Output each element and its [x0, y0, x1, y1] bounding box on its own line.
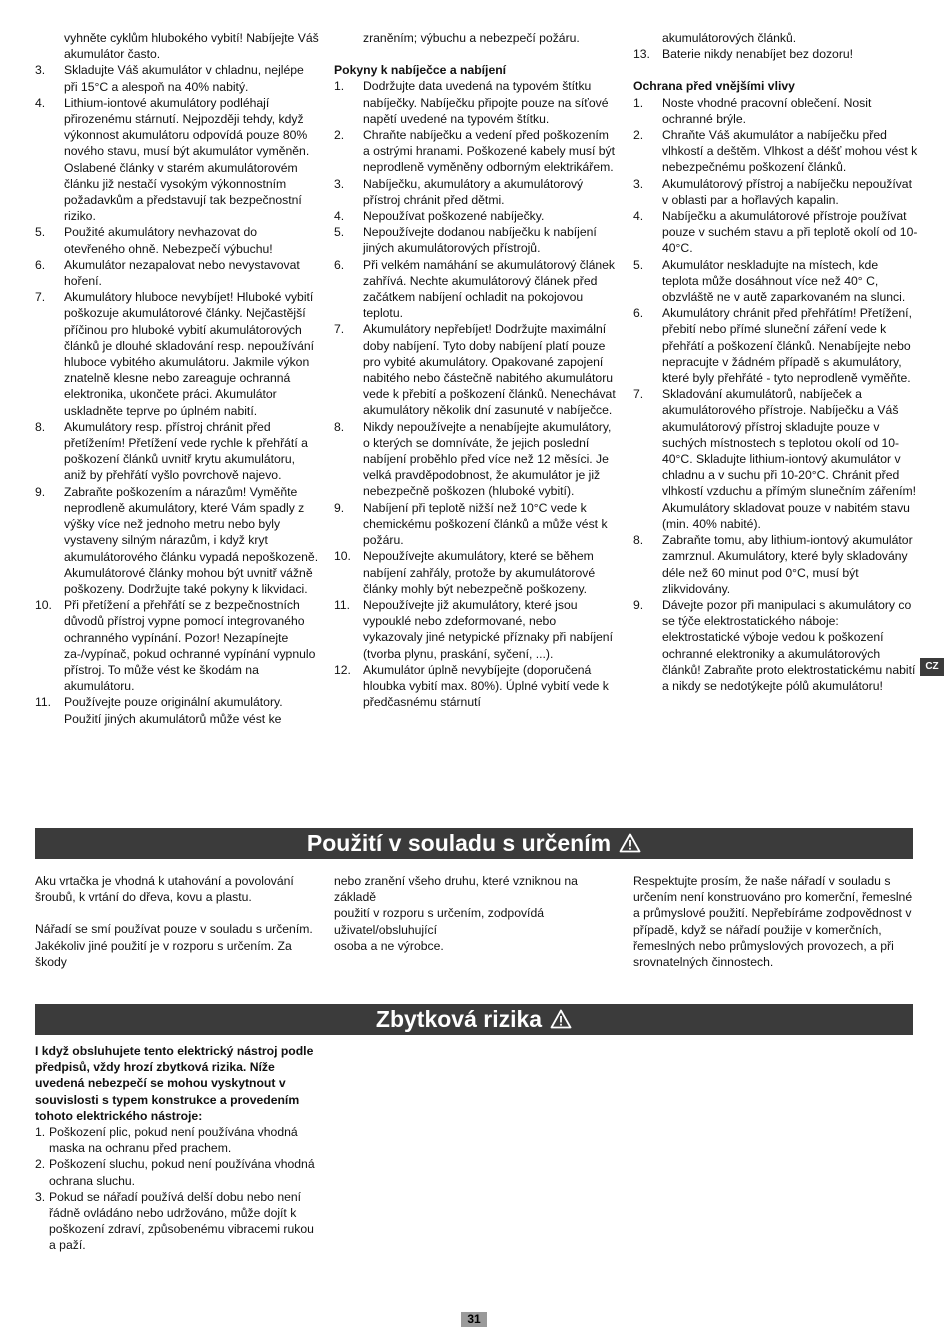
item-text: Skladujte Váš akumulátor v chladnu, nejlépe při 15°C a alespoň na 40% nabitý.: [64, 63, 304, 94]
list-item: [35, 1189, 320, 1254]
list-item: [334, 208, 618, 224]
item-number: 5.: [334, 225, 345, 240]
item-number: 12.: [334, 662, 351, 677]
item-number: 7.: [35, 290, 46, 305]
continued-text: vyhněte cyklům hlubokého vybití! Nabíjejte Váš akumulátor často.: [64, 31, 319, 62]
section-title: Použití v souladu s určením: [306, 830, 612, 856]
list-item: [633, 127, 918, 176]
item-text: Akumulátory chránit před přehřátím! Přetížení, přebití nebo přímé sluneční záření vede k přehřátí a poškození článků. Nenabíjejte nebo nepracujte v žádném případě s akumulátory, které byly přehřáté - tyto neprodleně vyměňte.: [662, 306, 912, 386]
item-number: 5.: [35, 225, 46, 240]
list-item: [35, 1124, 320, 1156]
item-text: Akumulátorový přístroj a nabíječku nepoužívat v oblasti par a hořlavých kapalin.: [662, 176, 912, 207]
item-text: Noste vhodné pracovní oblečení. Nosit ochranné brýle.: [662, 95, 872, 126]
list-item: [35, 224, 320, 256]
list-item: [334, 176, 618, 208]
warning-triangle-icon: [550, 1006, 572, 1037]
item-number: 8.: [633, 533, 644, 548]
list-item: [334, 257, 618, 322]
item-text: Nepoužívat poškozené nabíječky.: [363, 209, 545, 224]
use-column-1: [35, 873, 315, 970]
item-number: 3.: [35, 63, 46, 78]
list-item: [334, 500, 618, 549]
item-number: 9.: [35, 484, 46, 499]
language-tab: CZ: [920, 658, 944, 676]
list-item: [334, 127, 618, 176]
list-item: [633, 176, 918, 208]
section-banner-risks: [35, 1004, 913, 1035]
page-number: 31: [461, 1312, 487, 1327]
item-text: Lithium-iontové akumulátory podléhají přirozenému stárnutí. Nejpozději tehdy, když výkonnost akumulátoru odpovídá pouze 80% nového stavu, musí být akumulátor vyměněn. Oslabené články v starém akumulátorovém článku již nestačí vysokým výkonnostním požadavkům a představují tak bezpečnostní riziko.: [64, 95, 310, 224]
item-text: Dodržujte data uvedená na typovém štítku nabíječky. Nabíječku připojte pouze na síťové napětí uvedené na typovém štítku.: [363, 79, 609, 126]
list-item: [35, 95, 320, 225]
list-item: [35, 694, 320, 726]
item-number: 4.: [633, 209, 644, 224]
paragraph: Jakékoliv jiné použití je v rozporu s určením. Za škody: [35, 938, 292, 969]
item-text: Při velkém namáhání se akumulátorový článek zahřívá. Nechte akumulátorový článek před začátkem nabíjení ochladit na pokojovou teplotu.: [363, 257, 615, 321]
item-text: Akumulátor neskladujte na místech, kde teplota může dosáhnout více než 40° C, obzvláště ne v autě zaparkovaném na slunci.: [662, 257, 906, 305]
item-number: 7.: [334, 322, 345, 337]
use-column-2: [334, 873, 618, 954]
item-text: Nikdy nepoužívejte a nenabíjejte akumulátory, o kterých se domníváte, že jejich poslední nabíjení proběhlo před více než 12 měsíci. Je velká pravděpodobnost, že akumulátor je již nebezpečně poškozen (hluboké vybití).: [363, 419, 612, 499]
list-item: [35, 62, 320, 94]
continued-text: zraněním; výbuchu a nebezpečí požáru.: [363, 31, 580, 45]
item-number: 2.: [334, 128, 345, 143]
section-banner-use: [35, 828, 913, 859]
item-text: Zabraňte tomu, aby lithium-iontový akumulátor zamrznul. Akumulátory, které byly skladovány déle než 60 minut pod 0°C, musí být zlikvidovány.: [662, 533, 913, 596]
item-text: Poškození sluchu, pokud není používána vhodná ochrana sluchu.: [49, 1157, 315, 1188]
column-1: [35, 30, 320, 727]
item-text: Při přetížení a přehřátí se z bezpečnostních důvodů přístroj vypne pomocí integrovaného ochranného vypínání. Pozor! Nezapínejte za-/vypínač, pokud ochranné vypínání vypnulo přístroj. To může vést ke škodám na akumulátoru.: [64, 598, 316, 694]
item-number: 2.: [633, 128, 644, 143]
item-number: 4.: [334, 209, 345, 224]
paragraph: použití v rozporu s určením, zodpovídá uživatel/obsluhující: [334, 906, 545, 937]
paragraph: Aku vrtačka je vhodná k utahování a povolování šroubů, k vrtání do dřeva, kovu a plastu.: [35, 874, 294, 905]
list-item: [633, 257, 918, 306]
item-text: Akumulátor úplně nevybíjejte (doporučená hloubka vybití max. 80%). Úplné vybití vede k předčasnému stárnutí: [363, 662, 609, 710]
paragraph: Nářadí se smí používat pouze v souladu s určením.: [35, 922, 313, 937]
use-column-3: [633, 873, 918, 970]
column-3: [633, 30, 918, 694]
item-number: 8.: [334, 419, 345, 434]
list-item: [633, 95, 918, 127]
item-number: 3.: [35, 1189, 46, 1204]
list-item: [334, 78, 618, 127]
item-number: 10.: [334, 549, 351, 564]
list-item: [35, 1156, 320, 1188]
list-item: [35, 484, 320, 597]
list-item: [334, 548, 618, 597]
item-text: Nepoužívejte akumulátory, které se během nabíjení zahřály, protože by akumulátorové články mohly být nebezpečně poškozeny.: [363, 549, 596, 596]
item-number: 3.: [334, 176, 345, 191]
item-number: 2.: [35, 1157, 46, 1172]
item-text: Dávejte pozor při manipulaci s akumulátory co se týče elektrostatického náboje: elektrostatické výboje vedou k poškození ochranné elektroniky a akumulátorových článků! Zabraňte proto elektrostatickému nabití a nikdy se nedotýkejte pólů akumulátoru!: [662, 597, 916, 693]
warning-triangle-icon: [619, 830, 641, 861]
item-text: Nepoužívejte dodanou nabíječku k nabíjení jiných akumulátorových přístrojů.: [363, 225, 597, 256]
item-number: 8.: [35, 419, 46, 434]
paragraph: nebo zranění všeho druhu, které vzniknou na základě: [334, 874, 578, 905]
risks-column: [35, 1043, 320, 1254]
item-text: Zabraňte poškozením a nárazům! Vyměňte neprodleně akumulátory, které Vám spadly z výšky více než jednoho metru nebo byly vystaveny silným nárazům, i když kryt akumulátorového článku vypadá nepoškozeně. Akumulátorové články mohou být uvnitř vážně poškozeny. Dodržujte také pokyny k likvidaci.: [64, 484, 319, 596]
section-heading: Pokyny k nabíječce a nabíjení: [334, 63, 507, 78]
list-item: [633, 208, 918, 257]
item-text: Skladování akumulátorů, nabíječek a akumulátorového přístroje. Nabíječku a Váš akumulátorový přístroj skladujte pouze v suchých místnostech s teplotou okolí od 10-40°C. Skladujte lithium-iontový akumulátor v chladnu a v suchu při 10-20°C. Chránit před vlhkostí vzduchu a přímým slunečním zářením! Akumulátory skladovat pouze v nabitém stavu (min. 40% nabité).: [662, 387, 916, 531]
item-number: 1.: [35, 1125, 46, 1140]
list-item: [334, 419, 618, 500]
continued-text: akumulátorových článků.: [662, 31, 797, 45]
item-text: Nabíječku a akumulátorové přístroje používat pouze v suchém stavu a při teplotě okolí od 10-40°C.: [662, 209, 918, 256]
item-number: 6.: [35, 257, 46, 272]
list-item: [633, 597, 918, 694]
item-text: Poškození plic, pokud není používána vhodná maska na ochranu před prachem.: [49, 1125, 298, 1156]
item-number: 1.: [334, 79, 345, 94]
column-2: [334, 30, 618, 710]
item-number: 6.: [633, 306, 644, 321]
item-text: Nepoužívejte již akumulátory, které jsou vypouklé nebo zdeformované, nebo vykazovaly jiné netypické příznaky při nabíjení (tvorba plynu, praskání, syčení, ...).: [363, 597, 613, 661]
item-text: Pokud se nářadí používá delší dobu nebo není řádně ovládáno nebo udržováno, může dojít k poškození zdraví, způsobenému vibracemi rukou a paží.: [49, 1189, 314, 1253]
item-text: Baterie nikdy nenabíjet bez dozoru!: [662, 47, 854, 62]
item-number: 9.: [633, 597, 644, 612]
item-text: Akumulátor nezapalovat nebo nevystavovat hoření.: [64, 257, 300, 289]
item-number: 4.: [35, 95, 46, 110]
item-number: 11.: [35, 695, 52, 710]
item-text: Nabíjení při teplotě nižší než 10°C vede k chemickému poškození článků a může vést k požáru.: [363, 500, 608, 548]
item-number: 7.: [633, 387, 644, 402]
list-item: [633, 46, 918, 62]
item-text: Chraňte nabíječku a vedení před poškozením a ostrými hranami. Poškozené kabely musí být neprodleně vyměněny odborným elektrikářem.: [363, 128, 615, 175]
item-number: 11.: [334, 597, 351, 612]
list-item: [35, 289, 320, 419]
item-text: Chraňte Váš akumulátor a nabíječku před vlhkostí a deštěm. Vlhkost a déšť mohou vést k nebezpečnému poškození článků.: [662, 128, 918, 175]
item-number: 3.: [633, 176, 644, 191]
section-title: Zbytková rizika: [375, 1006, 543, 1032]
item-text: Akumulátory nepřebíjet! Dodržujte maximální doby nabíjení. Tyto doby nabíjení platí pouze pro vybité akumulátory. Opakované zapojení nabitého nebo částečně nabitého akumulátoru vede k přebití a poškození článků. Nenechávat akumulátory několik dní zasunuté v nabíječce.: [363, 322, 616, 418]
list-item: [633, 305, 918, 386]
item-text: Akumulátory resp. přístroj chránit před přetížením! Přetížení vede rychle k přehřátí a poškození článků uvnitř krytu akumulátoru, aniž by přehřátí vyšlo povrchově najevo.: [64, 419, 308, 483]
item-text: Používejte pouze originální akumulátory. Použití jiných akumulátorů může vést ke: [64, 695, 283, 726]
section-heading: Ochrana před vnějšími vlivy: [633, 79, 795, 94]
paragraph: osoba a ne výrobce.: [334, 938, 444, 953]
item-number: 5.: [633, 257, 644, 272]
list-item: [633, 532, 918, 597]
list-item: [334, 321, 618, 418]
item-number: 13.: [633, 47, 650, 62]
item-number: 1.: [633, 95, 644, 110]
list-item: [334, 662, 618, 711]
item-text: Akumulátory hluboce nevybíjet! Hluboké vybití poškozuje akumulátorové články. Nejčastější příčinou pro hluboké vybití akumulátorových článků je dlouhé skladování resp. nepoužívání hluboce vybitého akumulátoru. Jakmile výkon znatelně klesne nebo zareaguje ochranná elektronika, ukončete práci. Akumulátor uskladněte teprve po úplném nabití.: [64, 290, 315, 418]
item-number: 10.: [35, 598, 52, 613]
list-item: [35, 419, 320, 484]
item-number: 6.: [334, 257, 345, 272]
item-number: 9.: [334, 500, 345, 515]
list-item: [35, 257, 320, 289]
paragraph: Respektujte prosím, že naše nářadí v souladu s určením není konstruováno pro komerční, řemeslné a průmyslové použití. Nepřebíráme zodpovědnost v případě, když se nářadí použije v komerčních, řemeslných nebo průmyslových provozech, a při srovnatelných činnostech.: [633, 874, 913, 970]
risks-intro: I když obsluhujete tento elektrický nástroj podle předpisů, vždy hrozí zbytková rizika. Níže uvedená nebezpečí se mohou vyskytnout v souvislosti s typem konstrukce a provedením tohoto elektrického nástroje:: [35, 1044, 314, 1123]
item-text: Použité akumulátory nevhazovat do otevřeného ohně. Nebezpečí výbuchu!: [64, 225, 273, 256]
item-text: Nabíječku, akumulátory a akumulátorový přístroj chránit před dětmi.: [363, 176, 584, 207]
list-item: [35, 597, 320, 694]
list-item: [334, 224, 618, 256]
list-item: [334, 597, 618, 662]
list-item: [633, 386, 918, 532]
